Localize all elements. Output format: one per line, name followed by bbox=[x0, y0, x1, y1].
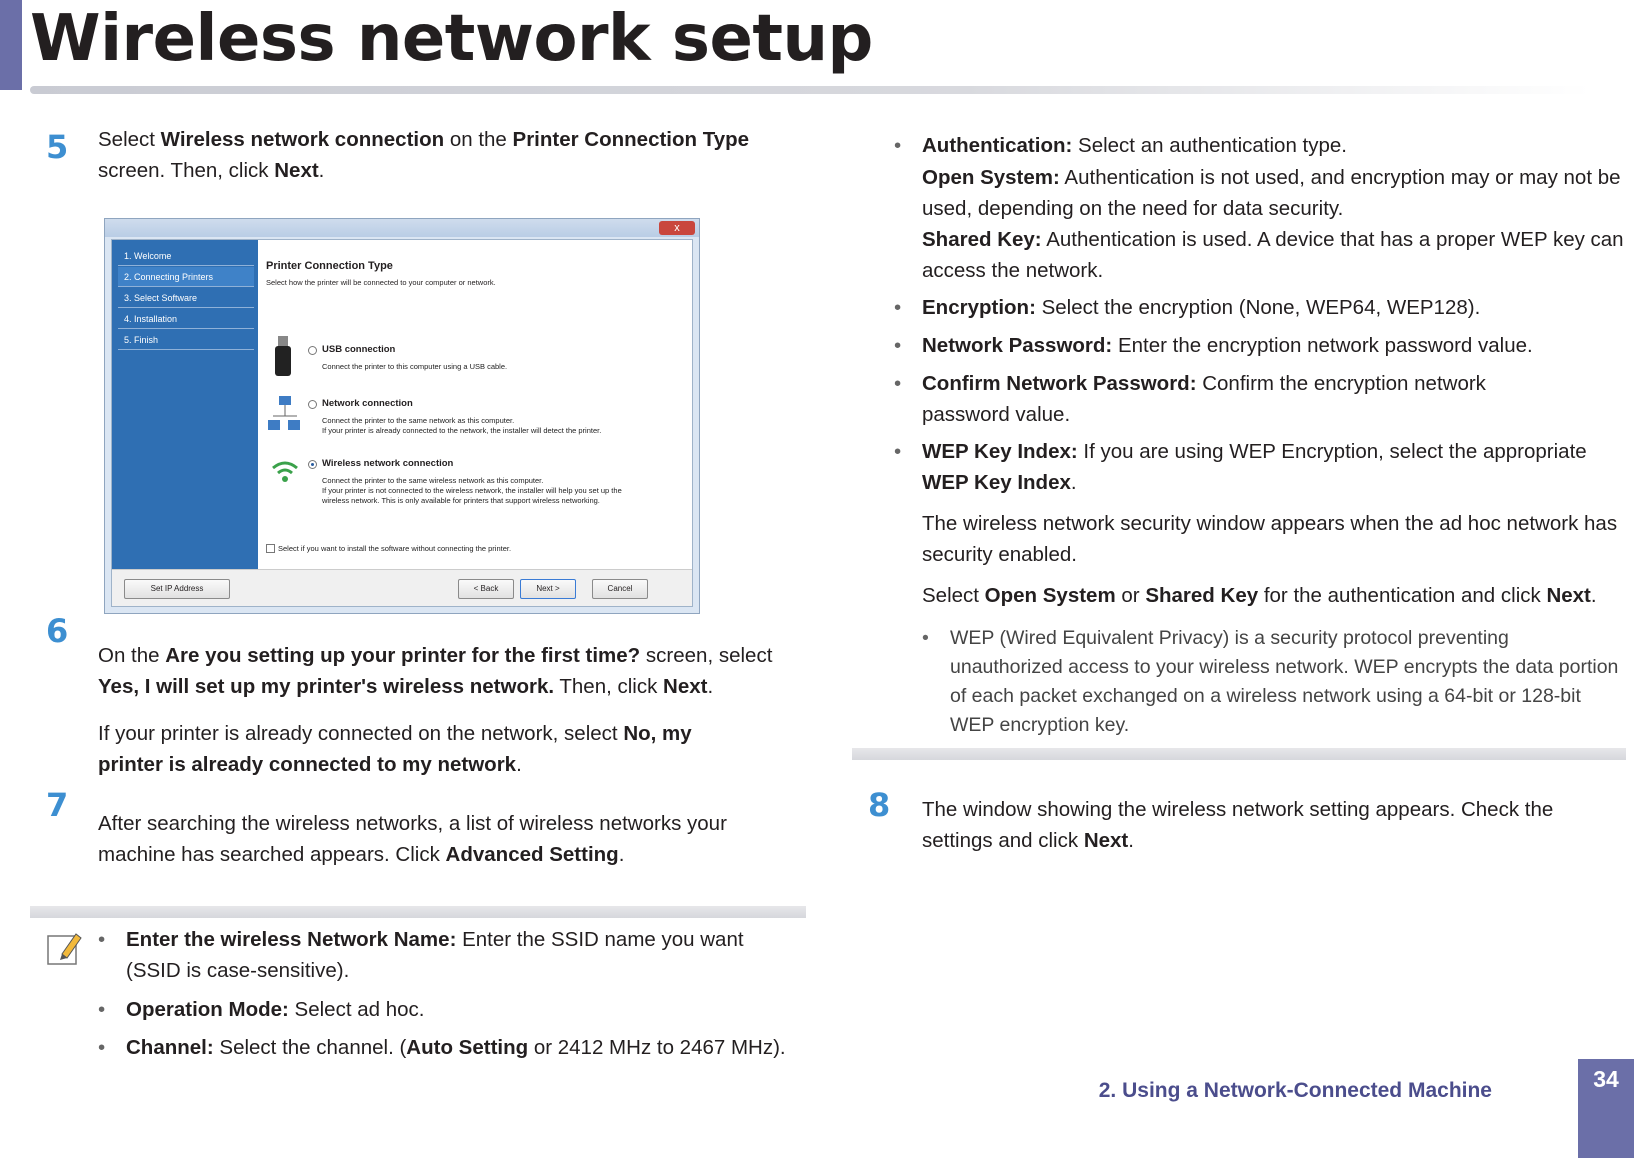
sidebar-item-installation[interactable]: 4. Installation bbox=[118, 309, 254, 329]
page-number: 34 bbox=[1578, 1059, 1634, 1158]
step-8-text: The window showing the wireless network setting appears. Check the settings and click Next. bbox=[922, 798, 1554, 852]
title-divider bbox=[30, 86, 1590, 94]
step-number-5: 5 bbox=[46, 128, 69, 166]
wireless-icon bbox=[270, 456, 300, 486]
right-bullet-confirm-password: • Confirm Network Password: Confirm the encryption network password value. bbox=[894, 372, 1486, 426]
network-option-desc-2: If your printer is already connected to the network, the installer will detect the printer. bbox=[322, 426, 602, 435]
wireless-option-desc-1: Connect the printer to the same wireless network as this computer. bbox=[322, 476, 544, 485]
install-without-connect-checkbox[interactable] bbox=[266, 544, 275, 553]
note-bullet-network-name: • Enter the wireless Network Name: Enter the SSID name you want (SSID is case-sensitive). bbox=[98, 928, 744, 982]
sidebar-item-welcome[interactable]: 1. Welcome bbox=[118, 246, 254, 266]
note-bullet-operation-mode: • Operation Mode: Select ad hoc. bbox=[98, 998, 425, 1021]
installer-main bbox=[258, 240, 692, 570]
step-6-text: On the Are you setting up your printer for the first time? screen, select Yes, I will set up my printer's wireless network. Then, click Next. bbox=[98, 644, 773, 698]
chapter-footer: 2. Using a Network-Connected Machine bbox=[1098, 1079, 1492, 1102]
usb-option-desc: Connect the printer to this computer using a USB cable. bbox=[322, 362, 508, 371]
network-icon bbox=[268, 394, 302, 434]
usb-icon bbox=[272, 336, 294, 378]
install-without-connect-label: Select if you want to install the software without connecting the printer. bbox=[278, 544, 512, 553]
wireless-option-title: Wireless network connection bbox=[322, 458, 454, 469]
select-auth-paragraph: Select Open System or Shared Key for the authentication and click Next. bbox=[922, 584, 1597, 607]
sidebar-item-select-software[interactable]: 3. Select Software bbox=[118, 288, 254, 308]
window-titlebar bbox=[105, 219, 699, 237]
page-title: Wireless network setup bbox=[30, 2, 873, 76]
step-7-text: After searching the wireless networks, a list of wireless networks your machine has searched appears. Click Advanced Setting. bbox=[98, 812, 727, 866]
right-bullet-wep-key-index: • WEP Key Index: If you are using WEP Encryption, select the appropriate WEP Key Index. bbox=[894, 440, 1587, 494]
security-window-paragraph: The wireless network security window appears when the ad hoc network has security enabled. bbox=[922, 512, 1618, 566]
sidebar-item-connecting-printers[interactable]: 2. Connecting Printers bbox=[118, 267, 254, 287]
printer-connection-screenshot bbox=[104, 218, 700, 614]
shared-key-desc: Shared Key: Authentication is used. A device that has a proper WEP key can access the network. bbox=[922, 228, 1624, 282]
usb-option-title: USB connection bbox=[322, 344, 396, 355]
cancel-button[interactable]: Cancel bbox=[592, 579, 648, 599]
wireless-option-desc-2: If your printer is not connected to the wireless network, the installer will help you set up the bbox=[322, 486, 622, 495]
next-button[interactable]: Next > bbox=[520, 579, 576, 599]
installer-subheading: Select how the printer will be connected to your computer or network. bbox=[266, 278, 496, 287]
wireless-radio[interactable] bbox=[308, 460, 317, 469]
right-bullet-network-password: • Network Password: Enter the encryption network password value. bbox=[894, 334, 1533, 357]
step-number-7: 7 bbox=[46, 786, 69, 824]
sidebar-item-finish[interactable]: 5. Finish bbox=[118, 330, 254, 350]
network-radio[interactable] bbox=[308, 400, 317, 409]
network-option-title: Network connection bbox=[322, 398, 413, 409]
close-icon[interactable]: x bbox=[659, 221, 695, 235]
set-ip-address-button[interactable]: Set IP Address bbox=[124, 579, 230, 599]
open-system-desc: Open System: Authentication is not used, and encryption may or may not be used, depending on the need for data security. bbox=[922, 166, 1621, 220]
wireless-option-desc-3: wireless network. This is only available for printers that support wireless networking. bbox=[322, 496, 600, 505]
note-bullet-channel: • Channel: Select the channel. (Auto Setting or 2412 MHz to 2467 MHz). bbox=[98, 1036, 786, 1059]
right-bullet-authentication: • Authentication: Select an authentication type. bbox=[894, 134, 1347, 157]
step-6-note: If your printer is already connected on the network, select No, my printer is already connected to my network. bbox=[98, 722, 692, 776]
usb-radio[interactable] bbox=[308, 346, 317, 355]
step-number-8: 8 bbox=[868, 786, 891, 824]
step-5-text: Select Wireless network connection on the Printer Connection Type screen. Then, click Next. bbox=[98, 128, 750, 182]
right-bullet-encryption: • Encryption: Select the encryption (None, WEP64, WEP128). bbox=[894, 296, 1481, 319]
title-accent-bar bbox=[0, 0, 22, 90]
note-divider-left bbox=[30, 906, 806, 918]
back-button[interactable]: < Back bbox=[458, 579, 514, 599]
installer-footer bbox=[112, 569, 692, 606]
installer-heading: Printer Connection Type bbox=[266, 260, 393, 272]
note-pencil-icon bbox=[46, 928, 84, 968]
installer-sidebar bbox=[112, 240, 258, 570]
network-option-desc-1: Connect the printer to the same network as this computer. bbox=[322, 416, 515, 425]
note-divider-right bbox=[852, 748, 1626, 760]
step-number-6: 6 bbox=[46, 612, 69, 650]
wep-note: • WEP (Wired Equivalent Privacy) is a security protocol preventing unauthorized access to your wireless network. WEP encrypts the data portion of each packet exchanged on a wireless network using a 64-bit or 128-bit WEP encryption key. bbox=[922, 627, 1619, 736]
